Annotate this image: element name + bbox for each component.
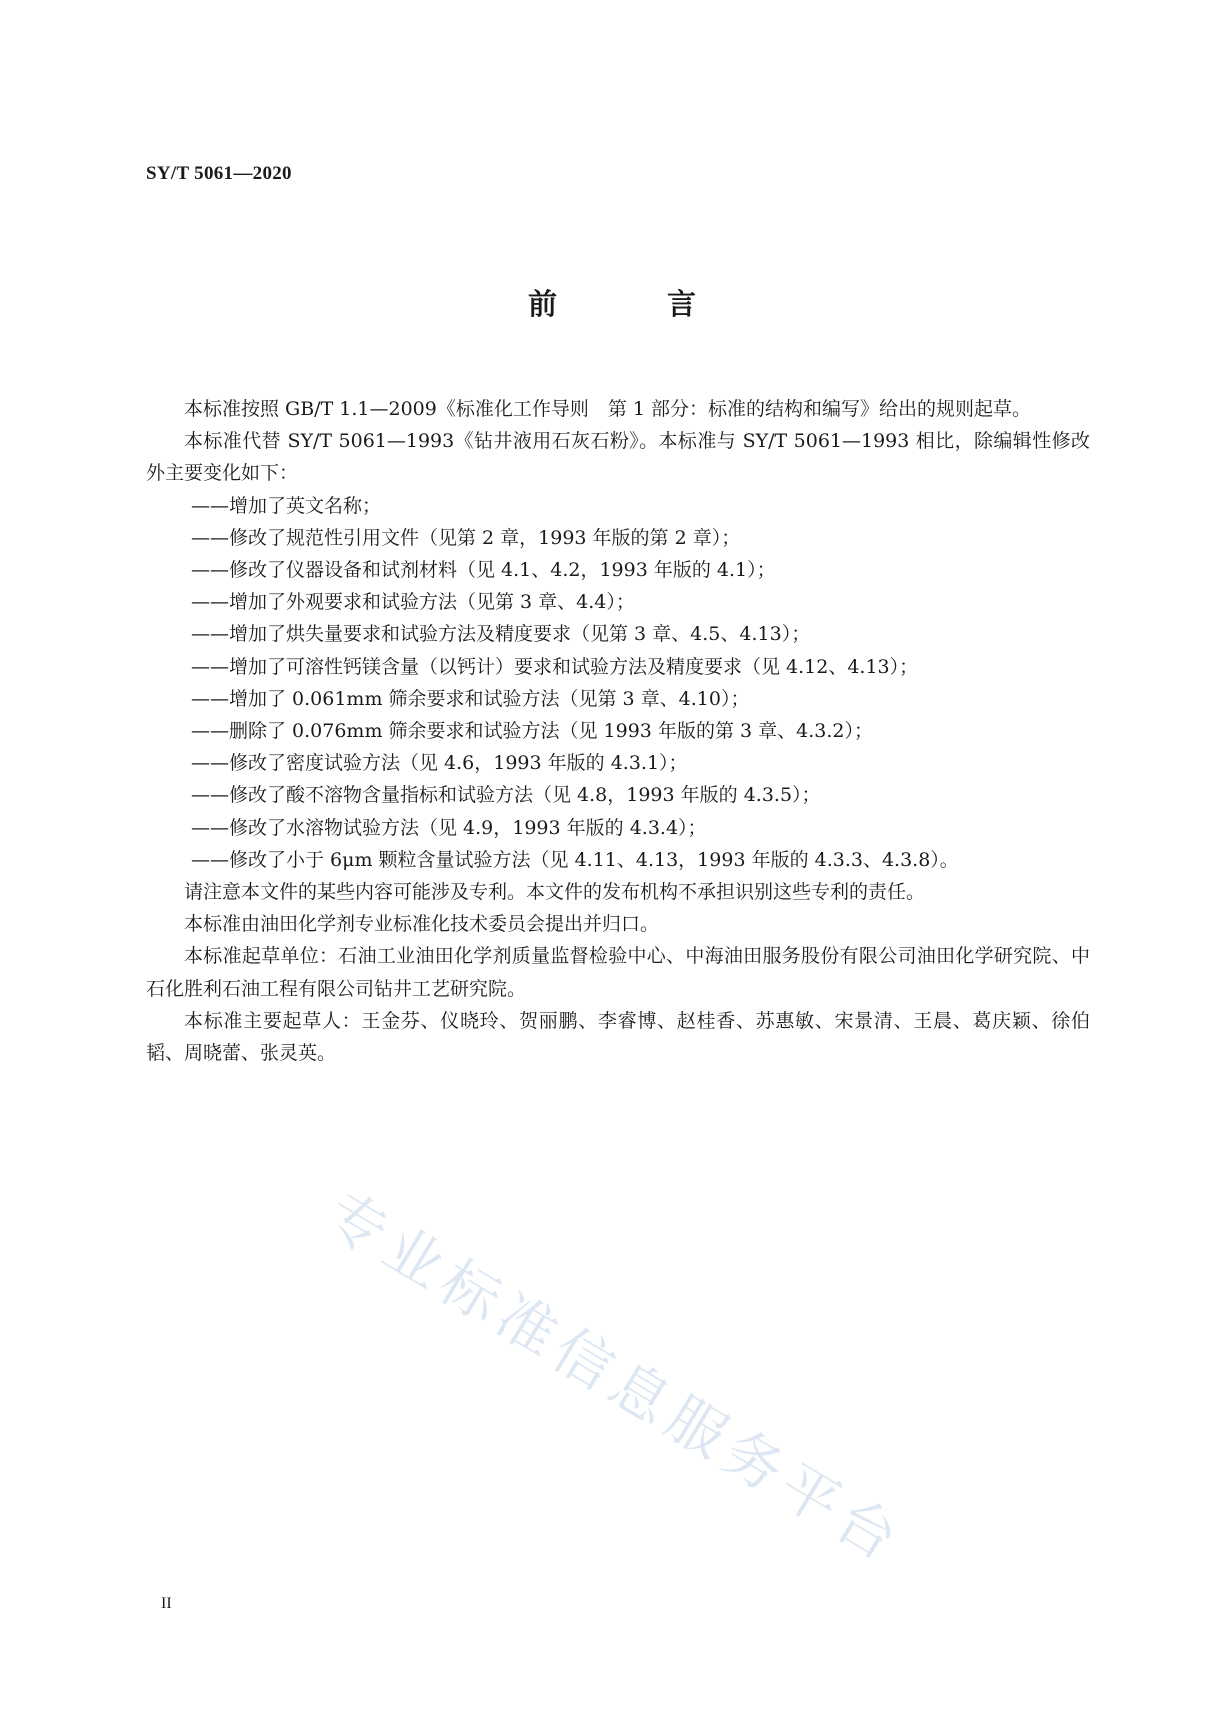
- paragraph-patent-notice: 请注意本文件的某些内容可能涉及专利。本文件的发布机构不承担识别这些专利的责任。: [184, 881, 926, 904]
- list-item: ——增加了烘失量要求和试验方法及精度要求（见第 3 章、4.5、4.13）；: [191, 623, 811, 646]
- list-item: ——修改了小于 6μm 颗粒含量试验方法（见 4.11、4.13，1993 年版的 4.3.3、4.3.8）。: [191, 848, 959, 871]
- foreword-body: [146, 393, 1090, 1069]
- page-title: 前 言: [527, 287, 747, 321]
- watermark: 专业标准信息服务平台: [314, 1179, 916, 1578]
- list-item: ——增加了英文名称；: [191, 494, 382, 517]
- list-item: ——增加了外观要求和试验方法（见第 3 章、4.4）；: [191, 591, 635, 614]
- list-item: ——修改了规范性引用文件（见第 2 章，1993 年版的第 2 章）；: [191, 526, 741, 549]
- paragraph-committee: 本标准由油田化学剂专业标准化技术委员会提出并归口。: [184, 913, 660, 936]
- list-item: ——修改了水溶物试验方法（见 4.9，1993 年版的 4.3.4）；: [191, 816, 707, 839]
- list-item: ——删除了 0.076mm 筛余要求和试验方法（见 1993 年版的第 3 章、4.3.2）；: [191, 720, 873, 743]
- paragraph-drafting-basis: 本标准按照 GB/T 1.1—2009《标准化工作导则 第 1 部分：标准的结构和编写》给出的规则起草。: [184, 398, 1032, 420]
- list-item: ——修改了酸不溶物含量指标和试验方法（见 4.8，1993 年版的 4.3.5）；: [191, 784, 821, 807]
- page-number: II: [161, 1595, 172, 1612]
- list-item: ——修改了密度试验方法（见 4.6，1993 年版的 4.3.1）；: [191, 752, 688, 775]
- paragraph-drafting-units: 本标准起草单位：石油工业油田化学剂质量监督检验中心、中海油田服务股份有限公司油田化学研究院、中石化胜利石油工程有限公司钻井工艺研究院。: [146, 945, 1090, 1000]
- paragraph-drafters: 本标准主要起草人：王金芬、仪晓玲、贺丽鹏、李睿博、赵桂香、苏惠敏、宋景清、王晨、葛庆颖、徐伯韬、周晓蕾、张灵英。: [146, 1009, 1090, 1065]
- list-item: ——增加了可溶性钙镁含量（以钙计）要求和试验方法及精度要求（见 4.12、4.13）；: [191, 655, 919, 678]
- standard-number-header: SY/T 5061—2020: [146, 163, 292, 184]
- changes-list: [146, 490, 1090, 876]
- paragraph-replacement: 本标准代替 SY/T 5061—1993《钻井液用石灰石粉》。本标准与 SY/T 5061—1993 相比，除编辑性修改外主要变化如下：: [146, 430, 1090, 485]
- list-item: ——增加了 0.061mm 筛余要求和试验方法（见第 3 章、4.10）；: [191, 687, 750, 710]
- list-item: ——修改了仪器设备和试剂材料（见 4.1、4.2，1993 年版的 4.1）；: [191, 559, 776, 582]
